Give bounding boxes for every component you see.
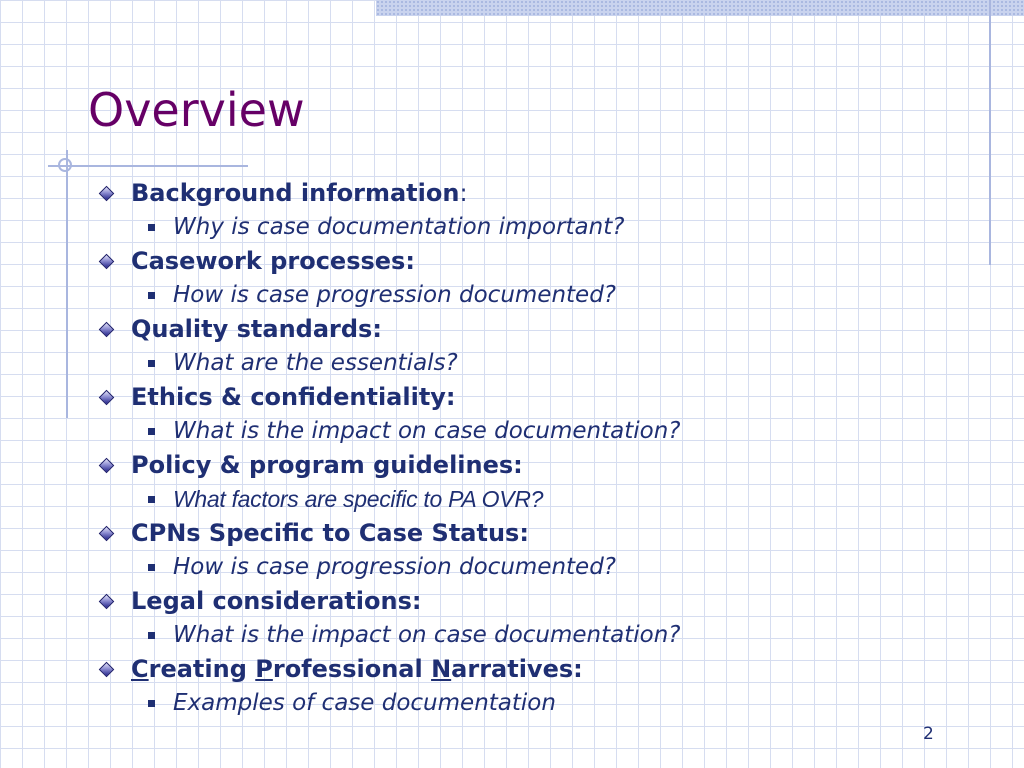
crosshair-icon (58, 158, 72, 172)
sub-bullet-text: Examples of case documentation (173, 690, 556, 716)
bullet-item-background (98, 176, 681, 210)
square-bullet-icon (148, 632, 155, 639)
bullet-heading: CPNs Specific to Case Status: (131, 519, 529, 547)
bullet-item-casework (98, 244, 681, 278)
square-bullet-icon (148, 292, 155, 299)
square-bullet-icon (148, 360, 155, 367)
bullet-item-narratives (98, 652, 681, 686)
bullet-list (98, 176, 681, 720)
diamond-bullet-icon (99, 185, 115, 201)
bullet-heading: Background information: (131, 179, 468, 207)
sub-bullet-text: How is case progression documented? (173, 554, 617, 580)
sub-bullet-text: What is the impact on case documentation? (173, 418, 681, 444)
bullet-heading: Quality standards: (131, 315, 382, 343)
sub-bullet-text: How is case progression documented? (173, 282, 617, 308)
diamond-bullet-icon (99, 457, 115, 473)
sub-bullet-item (98, 686, 681, 720)
square-bullet-icon (148, 700, 155, 707)
bullet-item-ethics (98, 380, 681, 414)
sub-bullet-item (98, 414, 681, 448)
bullet-heading: Legal considerations: (131, 587, 422, 615)
bullet-heading: Policy & program guidelines: (131, 451, 523, 479)
diamond-bullet-icon (99, 661, 115, 677)
diamond-bullet-icon (99, 253, 115, 269)
sub-bullet-item (98, 482, 681, 516)
bullet-item-legal (98, 584, 681, 618)
slide-title: Overview (88, 83, 305, 137)
bullet-heading: Creating Professional Narratives: (131, 655, 583, 683)
bullet-item-policy (98, 448, 681, 482)
decorative-vertical-line-left (66, 150, 68, 418)
sub-bullet-item (98, 278, 681, 312)
bullet-heading: Ethics & confidentiality: (131, 383, 456, 411)
sub-bullet-text: What is the impact on case documentation? (173, 622, 681, 648)
decorative-horizontal-line (48, 165, 248, 167)
decorative-vertical-line-right (989, 0, 991, 265)
diamond-bullet-icon (99, 593, 115, 609)
square-bullet-icon (148, 224, 155, 231)
sub-bullet-text: What factors are specific to PA OVR? (173, 485, 544, 512)
sub-bullet-item (98, 210, 681, 244)
bullet-heading: Casework processes: (131, 247, 415, 275)
square-bullet-icon (148, 428, 155, 435)
sub-bullet-text: Why is case documentation important? (173, 214, 625, 240)
sub-bullet-item (98, 618, 681, 652)
square-bullet-icon (148, 496, 155, 503)
sub-bullet-text: What are the essentials? (173, 350, 458, 376)
bullet-item-quality (98, 312, 681, 346)
diamond-bullet-icon (99, 321, 115, 337)
diamond-bullet-icon (99, 389, 115, 405)
bullet-item-cpns (98, 516, 681, 550)
diamond-bullet-icon (99, 525, 115, 541)
sub-bullet-item (98, 346, 681, 380)
decorative-top-band (376, 0, 1024, 16)
slide-number: 2 (923, 724, 934, 744)
square-bullet-icon (148, 564, 155, 571)
sub-bullet-item (98, 550, 681, 584)
